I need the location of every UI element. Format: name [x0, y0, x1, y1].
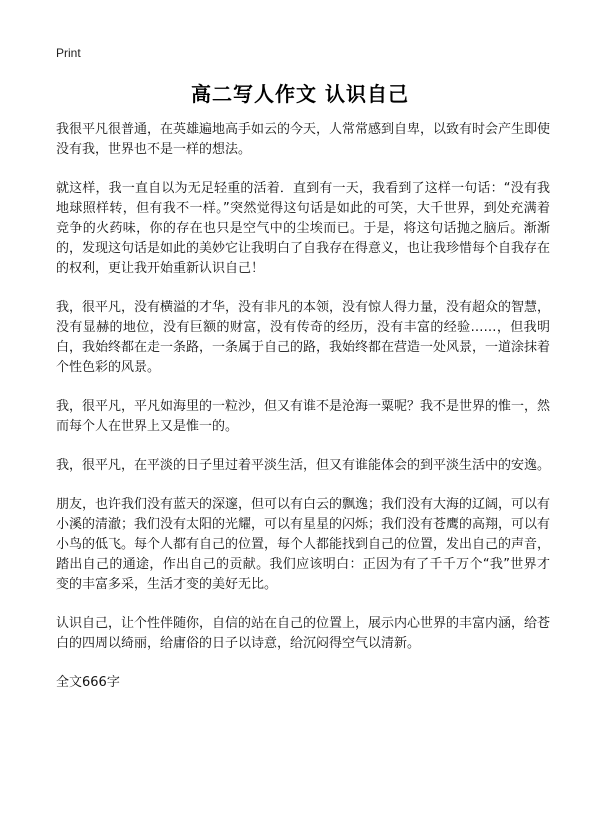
article-title: 高二写人作文 认识自己 — [191, 82, 409, 106]
paragraph: 就这样，我一直自以为无足轻重的活着．直到有一天，我看到了这样一句话：“没有我地球照样转，但有我不一样。”突然觉得这句话是如此的可笑，大千世界，到处充满着竞争的火药味，你的存在也只是空气中的尘埃而已。于是，将这句话抛之脑后。渐渐的，发现这句话是如此的美妙它让我明白了自我存在得意义，也让我珍惜每个自我存在的权利，更让我开始重新认识自己！ — [56, 181, 551, 276]
word-count: 全文666字 — [56, 675, 120, 690]
print-link[interactable]: Print — [56, 46, 81, 60]
paragraph: 我很平凡很普通，在英雄遍地高手如云的今天，人常常感到自卑，以致有时会产生即使没有我，世界也不是一样的想法。 — [56, 122, 551, 157]
paragraph: 我，很平凡，在平淡的日子里过着平淡生活，但又有谁能体会的到平淡生活中的安逸。 — [56, 458, 551, 473]
article-body — [56, 120, 550, 693]
paragraph: 我，很平凡，平凡如海里的一粒沙，但又有谁不是沧海一粟呢？我不是世界的惟一，然而每个人在世界上又是惟一的。 — [56, 399, 551, 434]
paragraph: 朋友，也许我们没有蓝天的深邃，但可以有白云的飘逸；我们没有大海的辽阔，可以有小溪的清澈；我们没有太阳的光耀，可以有星星的闪烁；我们没有苍鹰的高翔，可以有小鸟的低飞。每个人都有自己的位置，每个人都能找到自己的位置，发出自己的声音，踏出自己的通途，作出自己的贡献。我们应该明白：正因为有了千千万个“我”世界才变的丰富多采，生活才变的美好无比。 — [56, 497, 551, 592]
paragraph: 认识自己，让个性伴随你，自信的站在自己的位置上，展示内心世界的丰富内涵，给苍白的四周以绮丽，给庸俗的日子以诗意，给沉闷得空气以清新。 — [56, 616, 551, 651]
paragraph: 我，很平凡，没有横溢的才华，没有非凡的本领，没有惊人得力量，没有超众的智慧，没有显赫的地位，没有巨额的财富，没有传奇的经历，没有丰富的经验……，但我明白，我始终都在走一条路，一条属于自己的路，我始终都在营造一处风景，一道涂抹着个性色彩的风景。 — [56, 300, 551, 375]
